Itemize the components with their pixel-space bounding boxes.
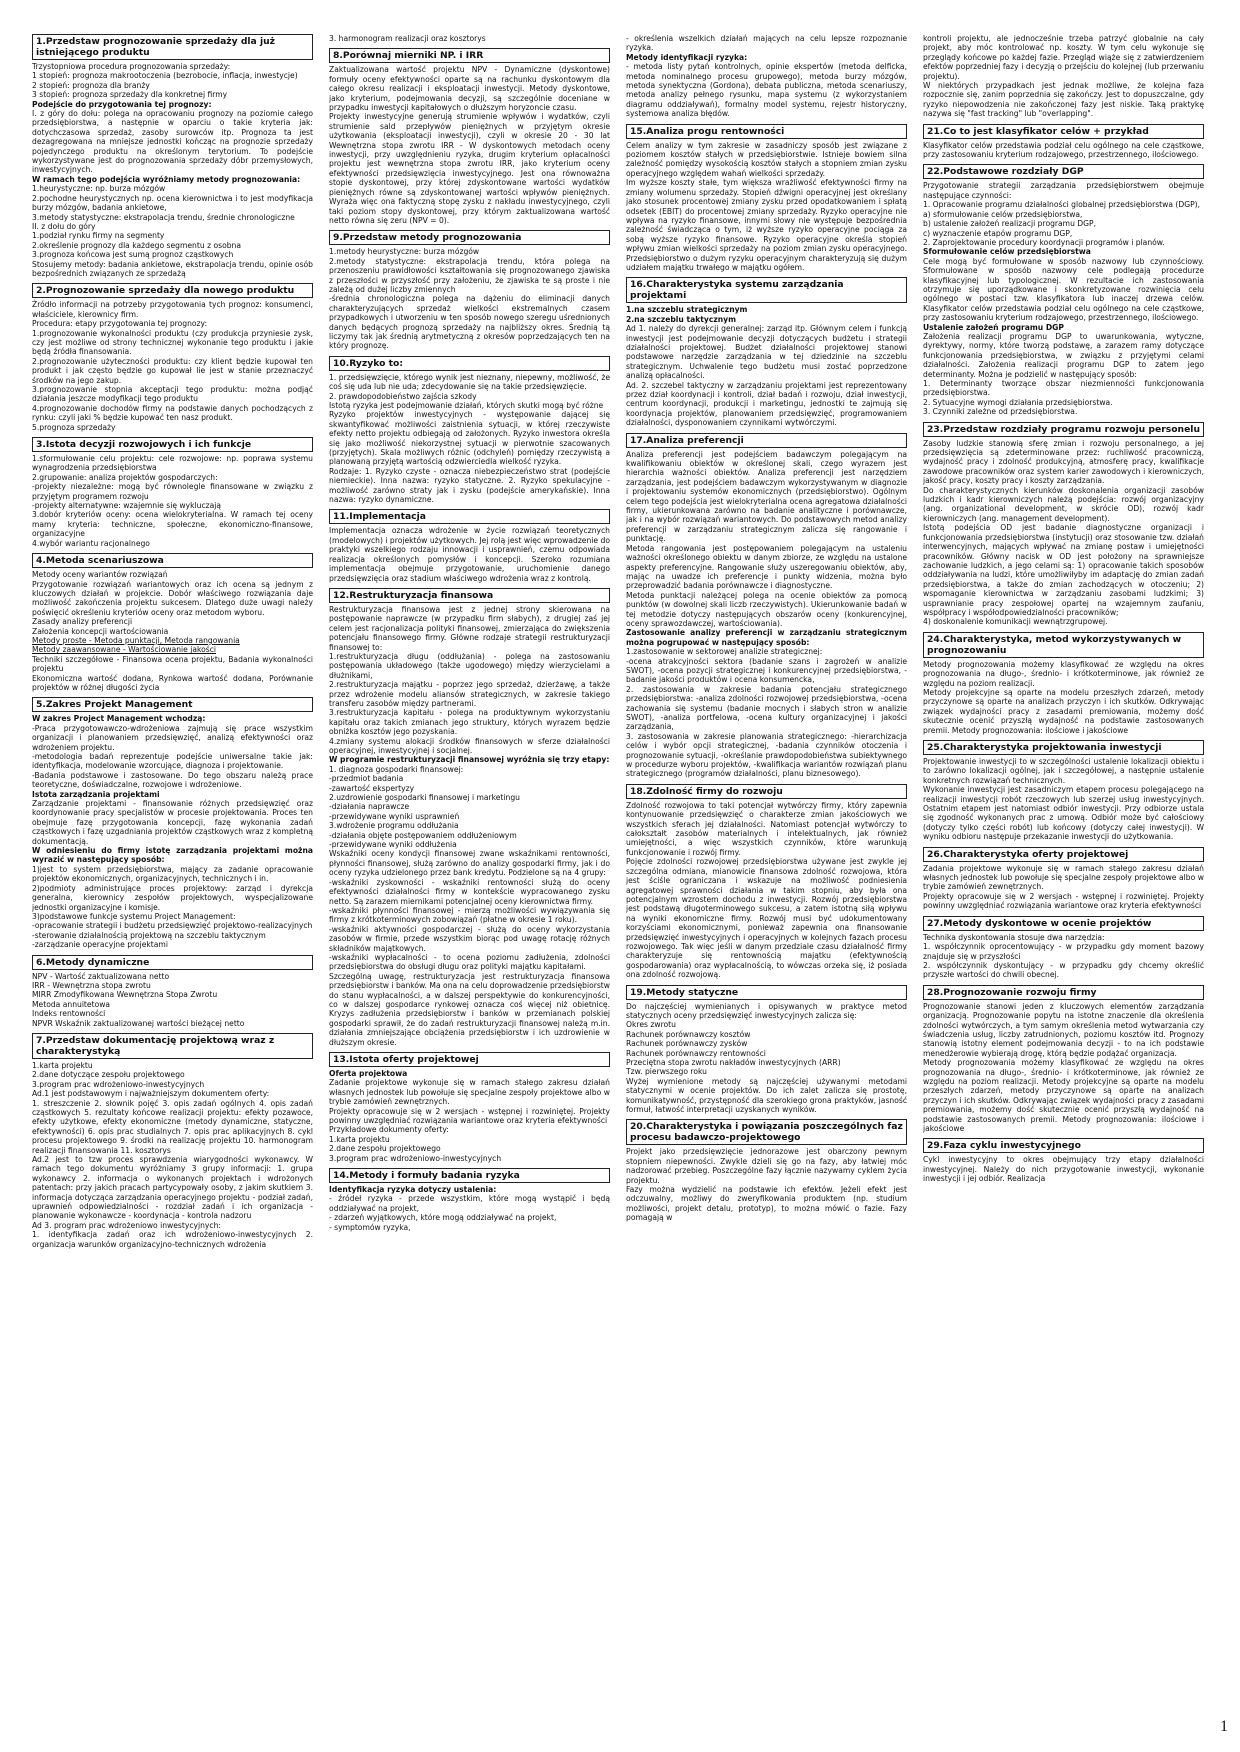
section-text: 2. prawdopodobieństwo zajścia szkody: [329, 391, 477, 401]
section-text: 3.prognozowanie stopnia akceptacji tego produktu: można podjąć działania jeszcze modyfikacji tego produktu: [32, 385, 313, 404]
section-text: Rachunek porównawczy kosztów: [626, 1029, 751, 1039]
section-text: Techniki szczegółowe - Finansowa ocena projektu, Badania wykonalności projektu: [32, 654, 313, 674]
section-text: - metoda listy pytań kontrolnych, opinie ekspertów (metoda delficka, metoda nominalnego procesu grupowego), metoda burzy mózgów, metoda synektyczna (Gordona), debata publiczna, metoda scenariuszy, metoda analizy pełnego rysunku, mapa systemu (z wykorzystaniem diagramu oddziaływań), formalny model systemu, rejestr historyczny, systemowa analiza błędów.: [626, 62, 907, 119]
section: [329, 588, 610, 1047]
section-text: Zasady analizy preferencji: [32, 617, 133, 627]
section-text: -zawartość ekspertyzy: [329, 783, 415, 793]
section-text: -wskaźniki wypłacalności - to ocena poziomu zadłużenia, zdolności przedsiębiorstwa do obsługi długu oraz polityki majątku kapitałami.: [329, 952, 610, 972]
section-text: c) wyznaczenie etapów programu DGP,: [923, 228, 1073, 238]
section-text: b) ustalenie założeń realizacji programu DGP,: [923, 219, 1097, 229]
section-title: 15.Analiza progu rentowności: [626, 124, 907, 139]
section: [329, 356, 610, 505]
section-text: Wskaźniki oceny kondycji finansowej zwane wskaźnikami rentowności, płynności finansowej, służą zarówno do analizy gospodarki firmy, jak i do oceny ryzyka udzielonego przez bank kredytu. Podzielone są na 4 grupy:: [329, 849, 610, 878]
section-text: 3.prognoza końcowa jest sumą prognoz cząstkowych: [32, 250, 234, 260]
section-text: 3. Czynniki zależne od przedsiębiorstwa.: [923, 407, 1078, 417]
section-text: Istotą podejścia OD jest badanie diagnostyczne organizacji i funkcjonowania przedsiębiorstwa (instytucji) oraz stosowanie tzw. działań interwencyjnych, mających wpływać na zmianę postaw i umiejętności pracowników. Główny nacisk w OD jest położony na sprawniejsze zachowanie ludzkich, a jego celami są: 1) opracowanie takich sposobów oddziaływania na ludzi, które umożliwiłyby im adaptację do zmian zadań przedsiębiorstwa, a także do zmian zachodzących w otoczeniu; 2) wspomaganie kierownictwa w zarządzaniu zasobami ludzkimi; 3) usprawnianie pracy zespołowej opartej na wzajemnym zaufaniu, współpracy i współodpowiedzialności pracowników;: [923, 523, 1204, 617]
section-text: 2 stopień: prognoza dla branży: [32, 80, 150, 90]
column-2: [329, 34, 610, 1724]
section-text: 2.uzdrowienie gospodarki finansowej i marketingu: [329, 793, 520, 803]
section-text: Metody projekcyjne są oparte na modelu przeszłych zdarzeń, metody przyczynowe są oparte na analizach przyczyn i ich skutków. Odkrywając związek wydajności pracy z zasadami premiowania, możemy dość skutecznie ocenić przyszłą wydajność na podstawie zastosowanych premii. Metody prognozowania: ilościowe i jakościowe: [923, 687, 1204, 735]
section-text: Fazy można wydzielić na podstawie ich efektów. Jeżeli efekt jest odczuwalny, możliwy do zweryfikowania produktem (np. studium możliwości, projekt detalu, prototyp), to można mówić o fazie. Fazy pomagają w: [626, 1185, 907, 1223]
section-text: Zasoby ludzkie stanowią sferę zmian i rozwoju personalnego, a jej przedsięwzięcia są zdeterminowane przez: ruchliwość pracowniczą, wydajność pracy i zdolność produkcyjną, atmosferę pracy, kwalifikacje zawodowe pracowników oraz system karier zawodowych i kierowniczych, jakość pracy, koszty pracy i koszty zarządzania.: [923, 438, 1204, 486]
section-text: -przewidywane wyniki oddłużenia: [329, 840, 457, 850]
section-text: Metoda punktacji należącej polega na ocenie obiektów za pomocą punktów (w dowolnej skali liczb rzeczywistych). Ukierunkowanie badań w tej metodzie dotyczy następujących obszarów oceny (konkurencyjnej, oceny sprawozdawczej, wartościowania).: [626, 590, 907, 628]
section-text: Ad. 2. szczebel taktyczny w zarządzaniu projektami jest reprezentowany przez dział koordynacji i kontroli, dział badań i rozwoju, dział inwestycji, centrum koordynacji, produkcji i marketingu, jednostki te zajmują się koordynacja projektów, planowaniem przedsięwzięć, programowaniem działalności, dysponowaniem czynnikami wytwórczymi.: [626, 380, 907, 428]
section-text: Przeciętna stopa zwrotu nakładów inwestycyjnych (ARR): [626, 1058, 841, 1067]
section-text: Cele mogą być formułowane w sposób nazwowy lub czynnościowy. Sformułowane w sposób nazwowy cele podlegają procedurze klasyfikacyjnej lub typologicznej. W rezultacie ich zastosowania otrzymuje się uporządkowane i skonkretyzowane rozwinięcia celu ogólnego w postaci tzw. klasyfikatora lub inaczej drzewa celów. Klasyfikator celów przedstawia podział celu ogólnego na cele cząstkowe, przy zastosowaniu kryterium rodzajowego, przestrzennego, ilościowego.: [923, 256, 1204, 323]
section-text: -Badania podstawowe i zastosowane. Do tego obszaru należą prace teoretyczne, doświadczalne, rozwojowe i wdrożeniowe.: [32, 770, 313, 790]
section-text: 1. streszczenie 2. słownik pojęć 3. opis zadań ogólnych 4. opis zadań cząstkowych 5. rezultaty końcowe realizacji projektu: efekty pozawoce, efekty użytkowe, efekty ekonomiczne (metody dynamiczne, statyczne, efektywności) 6. opis prac studialnych 7. opis prac aplikacyjnych 8. cykl procesu projektowego 9. środki na realizację projektu 10. harmonogram realizacji finansowania 11. kosztorys: [32, 1098, 313, 1155]
column-1: [32, 34, 313, 1724]
section-text: II. z dołu do góry: [32, 221, 96, 231]
section-title: 23.Przedstaw rozdziały programu rozwoju personelu: [923, 422, 1204, 437]
section: [923, 916, 1204, 980]
section-text: 2.dane dotyczące zespołu projektowego: [32, 1070, 185, 1080]
section-text: Prognozowanie stanowi jeden z kluczowych elementów zarządzania organizacją. Prognozowanie popytu na istotne znaczenie dla określenia zdolności wytwórczych, a tym samym określenia metod wytwarzania czy świadczenia usług, liczby zatrudnionych, poziomu kosztów itd. Prognozy stanowią istotny element podejmowania decyzji - to na ich podstawie menedżerowie wybierają drogę, którą będzie podążać organizacja.: [923, 1001, 1204, 1058]
section-text: Analiza preferencji jest podejściem badawczym polegającym na kwalifikowaniu obiektów w określonej skali, czego wyrazem jest hierarchia ważności obiektów. Analiza preferencji jest narzędziem zarządzania, jest podejściem badawczym wykorzystywanym w diagnozie i projektowaniu systemów ekonomicznych (przedsiębiorstwo). Ogólnym celem tego podejścia jest wielokryterialna ocena agregatowa działalności firmy, ukierunkowana zarówno na badanie analityczne i porównawcze, jak i na wybór rozwiązań wariantowych. Do podstawowych metod analizy preferencji w zarządzaniu strategicznym zalicza się rangowanie i punktację.: [626, 449, 907, 544]
section-title: 16.Charakterystyka systemu zarządzania projektami: [626, 277, 907, 303]
section-text: 4) doskonalenie komunikacji wewnątrzgrupowej.: [923, 617, 1108, 627]
section-text: Przygotowanie strategii zarządzania przedsiębiorstwem obejmuje następujące czynności:: [923, 181, 1204, 200]
section: [923, 632, 1204, 735]
section-text: Wykonanie inwestycji jest zasadniczym etapem procesu polegającego na realizacji inwestycji robót rzeczowych lub szerzej usług inwestycyjnych. Ostatnim etapem jest natomiast odbiór inwestycji. Przy odbiorze ustala się zgodność wykonanych prac z umową. Odbiór może być całościowy (dotyczy tylko części robót) lub końcowy (dotyczy całej inwestycji). W wyniku odbioru następuje przekazanie inwestycji do użytkowania.: [923, 785, 1204, 842]
section-text: 3.program prac wdrożeniowo-inwestycyjnych: [32, 1079, 205, 1089]
section: [32, 34, 313, 278]
column-3: [626, 34, 907, 1724]
section-text: Okres zwrotu: [626, 1020, 676, 1030]
section-text: 2.pochodne heurystycznych np. ocena kierownictwa i to jest modyfikacja burzy mózgów, badania ankietowe,: [32, 193, 313, 213]
section-text: Cykl inwestycyjny to okres obejmujący trzy etapy działalności inwestycyjnej. Należy do nich przygotowanie inwestycji, wykonanie inwestycji i jej odbiór. Realizacja: [923, 1155, 1204, 1184]
section-text: W zakres Project Management wchodzą:: [32, 714, 206, 724]
section-text: -wskaźniki aktywności gospodarczej - służą do oceny wykorzystania zasobów w firmie, przede wszystkim biorąc pod uwagę rotację różnych składników majątkowych.: [329, 924, 610, 953]
section: [32, 1033, 313, 1249]
section-text: 5.prognoza sprzedaży: [32, 422, 116, 432]
section-text: 1.sformułowanie celu projektu: cele rozwojowe: np. poprawa systemu wynagrodzenia przedsiębiorstwa: [32, 454, 313, 473]
section-title: 6.Metody dynamiczne: [32, 955, 313, 970]
section-title: 5.Zakres Projekt Management: [32, 697, 313, 712]
section-text: -działania objęte postępowaniem oddłużeniowym: [329, 830, 517, 840]
section-text: -projekty alternatywne: wzajemnie się wykluczają: [32, 501, 222, 511]
section-text: Zdolność rozwojowa to taki potencjał wytwórczy firmy, który zapewnia kontynuowanie przedsięwzięć o charakterze zmian jakościowych we wszystkich sferach jej działalności. Natomiast potencjał wytwórczy to całokształt zasobów materialnych i intelektualnych, jak również umiejętności, a więc wszystkich czynników, które warunkują funkcjonowanie i rozwój firmy.: [626, 800, 907, 857]
section-title: 10.Ryzyko to:: [329, 356, 610, 371]
section-text: -sterowanie działalnością projektową na szczeblu taktycznym: [32, 930, 266, 940]
section-text: MIRR Zmodyfikowana Wewnętrzna Stopa Zwrotu: [32, 990, 218, 1000]
section-text: I. z góry do dołu: polega na opracowaniu prognozy na poziomie całego przedsiębiorstwa, a następnie w oparciu o takie kryteria jak: dotychczasowa sprzedaż, zasoby surowców itp. Prognoza ta jest dezagregowana na mniejsze jednostki kończąc na prognozie sprzedaży pojedynczego produktu na określonym terytorium. To podejście wykorzystywane jest do prognozowania sprzedaży dóbr przemysłowych, inwestycyjnych.: [32, 109, 313, 175]
section-text: Projekt jako przedsięwzięcie jednorazowe jest obarczony pewnym stopniem niepewności. Zwykle dzieli się go na fazy, aby łatwiej móc nadzorować przebieg. Poszczególne fazy łącznie nazywamy cyklem życia projektu.: [626, 1147, 907, 1185]
section-text: 1. Opracowanie programu działalności globalnej przedsiębiorstwa (DGP),: [923, 200, 1201, 210]
section-text: 3.restrukturyzacja kapitału - polega na produktywnym wykorzystaniu kapitału oraz takich zmianach jego struktury, których wyrazem będzie obniżka kosztów jego pozyskania.: [329, 708, 610, 737]
section-text: Im wyższe koszty stałe, tym większa wrażliwość efektywności firmy na zmiany wolumenu sprzedaży. Stopień dźwigni operacyjnej jest określany jako stosunek procentowej zmiany zysku przed opodatkowaniem i spłatą odsetek (EBIT) do procentowej zmiany sprzedaży. Ryzyko operacyjne nie wpływa na ryzyko finansowe, innymi słowy nie występuje bezpośrednia zależność świadcząca o tym, iż wyższe ryzyko operacyjne pociąga za sobą wyższe ryzyko finansowe. Ryzyko operacyjne określa stopień wpływu zmian wielkości sprzedaży na poziom zmian zysku operacyjnego. Przedsiębiorstwo o dużym ryzyku operacyjnym charakteryzują się dużym udziałem majątku trwałego w majątku ogółem.: [626, 178, 907, 272]
section: [329, 1052, 610, 1163]
section-text: 2.metody statystyczne: ekstrapolacja trendu, która polega na przenoszeniu prawidłowości kształtowania się prognozowanego zjawiska z przeszłości w przyszłość przy założeniu, że zjawiska te są proste i nie zależą od dużej liczby zmiennych: [329, 256, 610, 294]
section-title: 13.Istota oferty projektowej: [329, 1052, 610, 1067]
section-text: 2.grupowanie: analiza projektów gospodarczych:: [32, 472, 218, 482]
section: [923, 124, 1204, 160]
section-text: 1. współczynnik oprocentowujący - w przypadku gdy moment bazowy znajduje się w przyszłości: [923, 942, 1204, 961]
section-text: W ramach tego podejścia wyróżniamy metody prognozowania:: [32, 174, 301, 184]
section-text: Identyfikacja ryzyka dotyczy ustalenia:: [329, 1185, 497, 1195]
section-title: 2.Prognozowanie sprzedaży dla nowego produktu: [32, 283, 313, 298]
section: [329, 509, 610, 582]
section-title: 27.Metody dyskontowe w ocenie projektów: [923, 916, 1204, 931]
section: [329, 230, 610, 350]
section-text: 1.karta projektu: [32, 1060, 93, 1070]
section-text: Zadania projektowe wykonuje się w ramach stałego zakresu działań własnych jednostek lub powołuje się specjalne zespoły projektowe albo w trybie zamówień zewnętrznych.: [923, 863, 1204, 892]
page-number: 1: [1220, 1718, 1228, 1735]
section-title: 22.Podstawowe rozdziały DGP: [923, 164, 1204, 179]
section-text: W odniesieniu do firmy istotę zarządzania projektami można wyrazić w następujący sposób:: [32, 846, 313, 865]
section-text: Zarządzanie projektami - finansowanie różnych przedsięwzięć oraz koordynowanie pracy specjalistów w procesie projektowania. Proces ten obejmuje fazę przygotowania koncepcji, fazę wykonania zadań cząstkowych i fazę uzgadniania projektów cząstkowych wraz z kompletną dokumentacją.: [32, 799, 313, 846]
section-text: Celem analizy w tym zakresie w zasadniczy sposób jest związane z poziomem kosztów stałych w przedsiębiorstwie. Istnieje bowiem silna zależność pomiędzy wysokością kosztów stałych a stopniem zmian zysku operacyjnego względem wahań wielkości sprzedaży.: [626, 140, 907, 178]
section-text: -projekty niezależne: mogą być równolegle finansowane w związku z przyjętym programem rozwoju: [32, 482, 313, 501]
section-title: 8.Porównaj mierniki NP. i IRR: [329, 48, 610, 63]
section-text: Metody proste - Metoda punktacji, Metoda rangowania: [32, 635, 240, 645]
section-text: W niektórych przypadkach jest jednak możliwe, że kolejna faza rozpocznie się, zanim poprzednia się zakończy. Jest to dopuszczalne, gdy ryzyko niepowodzenia nie zakończonej fazy jest niskie. Taką praktykę nazywa się "fast tracking" lub "overlapping".: [923, 81, 1204, 119]
section-text: 1)jest to system przedsiębiorstwa, mający za zadanie opracowanie projektów ekonomicznych, organizacyjnych, technicznych i in.: [32, 864, 313, 884]
section: [923, 164, 1204, 416]
section-text: 2. Sytuacyjne wymogi działania przedsiębiorstwa.: [923, 397, 1113, 407]
section-text: -zarządzanie operacyjne projektami: [32, 940, 168, 950]
section-text: NPV - Wartość zaktualizowana netto: [32, 971, 170, 981]
section-text: 1.prognozowanie wykonalności produktu (czy produkcja przyniesie zysk, czy jest możliwe od strony technicznej wykonanie tego produktu i jakie będą źródła finansowania.: [32, 328, 313, 357]
section-text: Przykładowe dokumenty oferty:: [329, 1125, 449, 1135]
section-text: 3.program prac wdrożeniowo-inwestycyjnych: [329, 1153, 502, 1163]
section-text: Restrukturyzacja finansowa jest z jednej strony skierowana na postępowanie naprawcze (w przypadku firm słabych), z drugiej zaś jej celem jest racjonalizacja polityki finansowej, zmierzająca do zwiększenia potencjału finansowego firmy. Główne rodzaje strategii restrukturyzacji finansowej to:: [329, 604, 610, 652]
section-text: Założenia realizacji programu DGP to uwarunkowania, wytyczne, dyrektywy, normy, które tworzą podstawę, a zarazem ramy dotyczące funkcjonowania przedsiębiorstwa, w związku z przyjętymi celami działalności. Założenia realizacji programu DGP to zatem jego determinanty. Można je podzielić w następujący sposób:: [923, 331, 1204, 379]
section-text: Sformułowanie celów przedsiębiorstwa: [923, 247, 1091, 257]
section-text: Projekty inwestycyjne generują strumienie wpływów i wydatków, czyli strumienie sald przepływów pieniężnych w przyjętym okresie użytkowania (eksploatacji inwestycji), czyli w okresie 20 - 30 lat Wewnętrzna stopa zwrotu IRR - W dyskontowych metodach oceny inwestycji, przy uwzględnieniu ryzyka, drugim kryterium opłacalności projektu jest wewnętrzna stopa zwrotu IRR, jako kryterium oceny efektywności przedsięwzięcia inwestycyjnego. Jest ona równoważna stopie dyskontowej, przy której zdyskontowane wartości wydatków pieniężnych równe są zdyskontowanej wartości wpływów pieniężnych. Wyraża więc ona faktyczną stopę zysku z nakładu inwestycyjnego, czyli taki poziom stopy dyskontowej, przy którym zaktualizowana wartość netto równa się zeru (NPV = 0).: [329, 112, 610, 225]
section-text: 1.metody heurystyczne: burza mózgów: [329, 247, 480, 257]
section-text: Rachunek porównawczy zysków: [626, 1039, 748, 1049]
section: [923, 740, 1204, 842]
section: [32, 553, 313, 692]
section-text: - określenia wszelkich działań mających na celu lepsze rozpoznanie ryzyka.: [626, 34, 907, 53]
section-title: 11.Implementacja: [329, 509, 610, 524]
section-text: 4.prognozowanie dochodów firmy na podstawie danych pochodzących z rynku: czyli jaki % będzie kupować ten nasz produkt.: [32, 403, 313, 423]
section-text: -przedmiot badania: [329, 774, 404, 784]
section-text: Metody oceny wariantów rozwiązań: [32, 570, 168, 580]
section-title: 1.Przedstaw prognozowanie sprzedaży dla już istniejącego produktu: [32, 34, 313, 60]
section: [329, 34, 610, 43]
section-text: Ad.1 jest podstawowym i najważniejszym dokumentem oferty:: [32, 1089, 270, 1099]
section-text: Szczególną uwagę, restrukturyzacja jest restrukturyzacja finansowa przedsiębiorstw i banków. Ma ona na celu doprowadzenie przedsiębiorstw do stanu wypłacalności, a w dalszej perspektywie do konkurencyjności, co w dalszej gospodarce rynkowej oznacza coś więcej niż obietnicę. Kryzys zadłużenia przedsiębiorstw i banków w przemianach polskiej gospodarki sprawił, że do zadań restrukturyzacji finansowej należą m.in. działania zmniejszające obciążenia przedsiębiorstw i ich uzdrowienie w dłuższym okresie.: [329, 971, 610, 1047]
section-text: Metoda rangowania jest postępowaniem polegającym na ustaleniu ważności określonego obiektu w danym zbiorze, ze względu na ustalone aspekty preferencyjne. Rangowanie służy uszeregowaniu obiektów, aby, mając na uwadze ich preferencje i punkty widzenia, można było przeprowadzić badania porównawcze i diagnostyczne.: [626, 543, 907, 591]
section: [626, 784, 907, 980]
section-text: kontroli projektu, ale jednocześnie trzeba patrzyć globalnie na cały projekt, aby móc kontrolować np. koszty. W tym celu wykonuje się przeglądy końcowe po każdej fazie. Przegląd wiąże się z zatwierdzeniem efektów poprzedniej fazy i decyzją o przejściu do kolejnej (lub przerwaniu projektu).: [923, 34, 1204, 81]
section-title: 19.Metody statyczne: [626, 985, 907, 1000]
section-text: Zaktualizowana wartość projektu NPV - Dynamiczne (dyskontowe) formuły oceny efektywności oparte są na rachunku dyskontowym dla całego okresu realizacji i eksploatacji inwestycji. Metody dyskontowe, jako kryterium, podejmowania decyzji, są szczególnie doceniane w przypadku inwestycji kapitałowych o dłuższym horyzoncie czasu.: [329, 65, 610, 113]
section-text: - źródeł ryzyka - przede wszystkim, które mogą wystąpić i będą oddziaływać na projekt,: [329, 1194, 610, 1213]
section-text: Metody identyfikacji ryzyka:: [626, 52, 748, 62]
section-text: Projekty opracowuje się w 2 wersjach - wstępnej i rozwiniętej. Projekty powinny uwzględniać rozwiązania wariantowe oraz kryteria efektywności: [923, 891, 1204, 911]
document-page: [32, 34, 1208, 1724]
section-text: 2. współczynnik dyskontujący - w przypadku gdy chcemy określić przyszłe wartości do chwili obecnej.: [923, 960, 1204, 980]
section-text: -metodologia badań reprezentuje podejście uniwersalne takie jak: identyfikacja, modelowanie wzorcujące, diagnoza i projektowanie.: [32, 752, 313, 771]
section-text: - symptomów ryzyka,: [329, 1222, 411, 1232]
section-text: Ad 1. należy do dyrekcji generalnej: zarząd itp. Głównym celem i funkcją inwestycji jest podejmowanie decyzji dotyczących budżetu i strategii działalności projektowej. Budżet działalności projektowej stanowi podstawowe narzędzie zarządzania w tej dziedzinie na szczeblu strategicznym. Uchwalenie tego budżetu musi zostać poprzedzone analizą opłacalności.: [626, 324, 907, 381]
section-text: Do charakterystycznych kierunków doskonalenia organizacji zasobów ludzkich i kadr kierowniczych należą podejścia: rozwój organizacyjny (ang. organizational development, w skrócie OD), rozwój kadr kierowniczych (ang. management development).: [923, 485, 1204, 523]
section: [329, 1168, 610, 1232]
section-title: 25.Charakterystyka projektowania inwestycji: [923, 740, 1204, 755]
section-text: 3.dobór kryteriów oceny: ocena wielokryterialna. W ramach tej oceny mamy kryteria: techniczne, społeczne, ekonomiczno-finansowe, organizacyjne: [32, 510, 313, 539]
section-text: Wyżej wymienione metody są najczęściej używanymi metodami statycznymi w ocenie projektów. Do ich zalet zalicza się prostotę, komunikatywność, przystępność dla szerokiego grona praktyków, jasność formuł, łatwość interpretacji uzyskanych wyników.: [626, 1076, 907, 1115]
section-text: -przewidywane wyniki usprawnień: [329, 811, 460, 821]
section-text: 1.heurystyczne: np. burza mózgów: [32, 184, 166, 194]
section: [32, 283, 313, 432]
section-text: Trzystopniowa procedura prognozowania sprzedaży:: [32, 62, 231, 71]
section: [626, 277, 907, 427]
section-text: -opracowanie strategii i budżetu przedsięwzięć projektowo-realizacyjnych: [32, 921, 313, 931]
section-text: a) sformułowanie celów przedsiębiorstwa,: [923, 209, 1083, 219]
section: [923, 847, 1204, 911]
section-text: 3. harmonogram realizacji oraz kosztorys: [329, 34, 486, 43]
section-title: 4.Metoda scenariuszowa: [32, 553, 313, 568]
section-text: NPVR Wskaźnik zaktualizowanej wartości bieżącej netto: [32, 1018, 245, 1028]
section-text: -wskaźniki płynności finansowej - mierzą możliwości wywiązywania się firmy z krótkoterminowych zobowiązań (płatne w okresie 1 roku).: [329, 905, 610, 925]
section-title: 18.Zdolność firmy do rozwoju: [626, 784, 907, 799]
section-text: Istotą ryzyka jest podejmowanie działań, których skutki mogą być różne: [329, 401, 604, 410]
section-text: 2. zastosowania w zakresie badania potencjału strategicznego przedsiębiorstwa: -analiza zdolności rozwojowej przedsiębiorstwa, -ocena zachowania się systemu (badanie mocnych i słabych stron w analizie SWOT), -analiza portfelowa, -ocena kultury organizacyjnej i jakości zarządzania,: [626, 684, 907, 732]
section-title: 14.Metody i formuły badania ryzyka: [329, 1168, 610, 1183]
section-text: IRR - Wewnętrzna stopa zwrotu: [32, 980, 151, 990]
section-title: 29.Faza cyklu inwestycyjnego: [923, 1138, 1204, 1153]
section-text: - zdarzeń wyjątkowych, które mogą oddziaływać na projekt,: [329, 1213, 557, 1223]
section-text: Implementacja oznacza wdrożenie w życie rozwiązań teoretycznych (modelowych) i projektów użytkowych. Jej rolą jest więc wprowadzenie do praktyki wszelkiego rodzaju innowacji i usprawnień, czemu odpowiada realizacja określonych pomysłów i koncepcji. Szeroko rozumiana implementacja obejmuje przygotowanie, uruchomienie danego przedsięwzięcia oraz stadium właściwego wdrożenia wraz z kontrolą.: [329, 526, 610, 583]
section-text: Ryzyko projektów inwestycyjnych - występowanie dającej się skwantyfikować możliwości zaistnienia sytuacji, w której rzeczywiste efekty netto projektu odbiegają od założonych. Ryzyko inwestora określa się jako możliwość niekorzystnej sytuacji w pierwotnie szacowanych (przyjętych). Skala możliwych różnic (odchyleń) pomiędzy rzeczywistą a planowaną przyjętą wartością odzwierciedla wielkość ryzyka.: [329, 410, 610, 467]
section-text: Procedura: etapy przygotowania tej prognozy:: [32, 319, 208, 329]
section: [32, 437, 313, 548]
section-text: 1.podział rynku firmy na segmenty: [32, 231, 165, 241]
section-text: Zastosowanie analizy preferencji w zarządzaniu strategicznym można pogrupować w następujący sposób:: [626, 628, 907, 647]
section: [626, 124, 907, 273]
section-text: Tzw. pierwszego roku: [626, 1067, 707, 1077]
section-text: Metody zaawansowane - Wartościowanie jakości: [32, 645, 217, 655]
section-text: 3.metody statystyczne: ekstrapolacja trendu, średnie chronologiczne: [32, 212, 295, 222]
section-text: Metody prognozowania możemy klasyfikować ze względu na okres prognozowania na długo-, średnio- i krótkoterminowe, jak również ze względu na poziom realizacji.: [923, 659, 1204, 688]
section-title: 28.Prognozowanie rozwoju firmy: [923, 985, 1204, 1000]
section-text: Stosujemy metody: badania ankietowe, ekstrapolacja trendu, opinie osób bezpośrednich związanych ze sprzedażą: [32, 259, 313, 278]
section-text: 1. przedsięwzięcie, którego wynik jest nieznany, niepewny, możliwość, że coś się uda lub nie uda; zdecydowanie się na takie przedsięwzięcie.: [329, 372, 610, 392]
section-title: 9.Przedstaw metody prognozowania: [329, 230, 610, 245]
section: [923, 422, 1204, 627]
section-text: 1.zastosowanie w sektorowej analizie strategicznej:: [626, 647, 823, 657]
section-text: Ekonomiczna wartość dodana, Rynkowa wartość dodana, Porównanie projektów w różnej długości życia: [32, 673, 313, 692]
section-text: 3 stopień: prognoza sprzedaży dla konkretnej firmy: [32, 90, 228, 100]
section-text: Do najczęściej wymienianych i opisywanych w praktyce metod statycznych oceny przedsięwzięć inwestycyjnych zalicza się:: [626, 1001, 907, 1020]
section-text: Pojęcie zdolności rozwojowej przedsiębiorstwa używane jest zwykle jej szczególna odmiana, mianowicie finansowa zdolność rozwojowa, która jest ściśle ograniczana i wskazuje na możliwość podniesienia agregatowej sprawności działania w takim stopniu, aby była ona potencjalnym wzrostem dochodu z inwestycji. Rozwój przedsiębiorstwa jest podstawą długoterminowego sukcesu, a zatem istotną siłą wpływu na wyniki ekonomiczne firmy. Rozwój musi być udokumentowany korzyściami ekonomicznymi, ponieważ zapewnia ona finansowanie przedsięwzięć inwestycyjnych i operacyjnych w kolejnych fazach procesu rozwojowego. Tak więc jeśli w danym przedziale czasu działalność firmy charakteryzuje się rentownością majątku (efektywnością gospodarowania) oraz wypłacalnością, to wówczas orzeka się, iż posiada ona zdolność rozwojową.: [626, 857, 907, 980]
section: [923, 985, 1204, 1134]
section-text: 4.zmiany systemu alokacji środków finansowych w sferze działalności operacyjnej, inwestycyjnej i socjalnej.: [329, 736, 610, 755]
section-text: 2)podmioty administrujące proces projektowy: zarząd i dyrekcja generalna, kierownicy zespołów projektowych, wyspecjalizowane jednostki organizacyjne i komisje.: [32, 883, 313, 912]
section-text: 1.restrukturyzacja długu (oddłużania) - polega na zastosowaniu postępowania układowego (także ugodowego) między wierzycielami a dłużnikami,: [329, 651, 610, 680]
section-text: Metoda annuitetowa: [32, 999, 111, 1009]
section-text: Projekty opracowuje się w 2 wersjach - wstępnej i rozwiniętej. Projekty powinny uwzględniać rozwiązania wariantowe oraz kryteria efektywności: [329, 1106, 610, 1126]
section-text: Rachunek porównawczy rentowności: [626, 1048, 766, 1058]
section-text: Istota zarządzania projektami: [32, 789, 160, 799]
section: [626, 985, 907, 1115]
section-text: -Praca przygotowawczo-wdrożeniowa zajmują się prace wszystkim organizacji i planowaniem przedsięwzięć, analizą efektywności oraz wdrożeniem projektu.: [32, 723, 313, 752]
section-text: -ocena atrakcyjności sektora (badanie szans i zagrożeń w analizie SWOT), -ocena pozycji strategicznej i konkurencyjnej przedsiębiorstwa, -badanie jakości produktów i ocena konsumencka,: [626, 656, 907, 685]
section: [626, 1119, 907, 1222]
section-text: Oferta projektowa: [329, 1069, 408, 1078]
section-text: 4.wybór wariantu racjonalnego: [32, 538, 150, 548]
section-text: 1. identyfikacja zadań oraz ich wdrożeniowo-inwestycyjnych 2. organizacja warunków organizacyjno-technicznych wdrożenia: [32, 1230, 313, 1249]
section-text: Ustalenie założeń programu DGP: [923, 322, 1064, 332]
section-text: 2.prognozowanie użyteczności produktu: czy klient będzie kupował ten produkt i jak często będzie go kupował lie jest w stanie przeznaczyć środków na jego zakup.: [32, 356, 313, 385]
section-text: 1 stopień: prognoza makrootoczenia (bezrobocie, inflacja, inwestycje): [32, 71, 298, 81]
section-text: Technika dyskontowania stosuje dwa narzędzia:: [923, 932, 1105, 942]
section-text: Metody prognozowania możemy klasyfikować ze względu na okres prognozowania na długo-, średnio- i krótkoterminowe, jak również ze względu na poziom realizacji. Metody projekcyjne są oparte na modelu przeszłych zdarzeń, metody przyczynowe są oparte na analizach przyczyn i ich skutków. Odkrywając związek wydajności pracy z zasadami premiowania, możemy dość skutecznie ocenić przyszłą wydajność na podstawie zastosowanych premii. Metody prognozowania: ilościowe i jakościowe: [923, 1058, 1204, 1133]
section-text: Ad 3. program prac wdrożeniowo inwestycyjnych:: [32, 1220, 221, 1230]
section-text: Źródło informacji na potrzeby przygotowania tych prognoz: konsumenci, właściciele, kierownicy firm.: [32, 300, 313, 319]
section-text: -średnia chronologiczna polega na dążeniu do eliminacji danych charakteryzujących sprzedaż wielkości ekstremalnych czasem przypadkowych i utworzeniu w ten sposób nowego szeregu uśrednionych danych będących prognozą sprzedaży na najbliższy okres. Średnią tą liczymy tak jak średnią arytmetyczną z okresów poprzedzających ten na który prognozę.: [329, 294, 610, 351]
section-text: 3.wdrożenie programu oddłużania: [329, 821, 459, 831]
section-text: Założenia koncepcji wartościowania: [32, 626, 169, 636]
section-text: Ad.2 jest to tzw proces sprawdzenia wiarygodności wykonawcy. W ramach tego dokumentu wyróżniamy 3 grupy informacji: 1. grupa wykonawcy 2. informacja o wykonanych projektach i wdrożonych patentach: przy jakich pracach partycypowały osoby, z jakim skutkiem 3. informacja dotycząca zarządzania operacyjnego projektu - podział zadań, uprawnień odpowiedzialności - rozdział zadań i ich organizacja - planowanie wykonawcze - koordynacja - kontrola nadzoru: [32, 1155, 313, 1221]
section: [923, 34, 1204, 119]
section-text: 1. Determinanty tworzące obszar niezmienności funkcjonowania przedsiębiorstwa.: [923, 379, 1204, 398]
section-text: 2.na szczeblu taktycznym: [626, 314, 737, 324]
section-title: 3.Istota decyzji rozwojowych i ich funkcje: [32, 437, 313, 452]
section-title: 21.Co to jest klasyfikator celów + przykład: [923, 124, 1204, 139]
section-title: 17.Analiza preferencji: [626, 433, 907, 448]
section-text: W programie restrukturyzacji finansowej wyróżnia się trzy etapy:: [329, 755, 610, 765]
column-4: [923, 34, 1204, 1724]
section: [32, 697, 313, 949]
section-text: 2.określenie prognozy dla każdego segmentu z osobna: [32, 240, 241, 250]
section-text: 2.restrukturyzacja majątku - poprzez jego sprzedaż, dzierżawę, a także przez wdrożenie modelu aliansów strategicznych, w zakresie takiego transferu zasobów między partnerami.: [329, 680, 610, 708]
section-title: 7.Przedstaw dokumentację projektową wraz z charakterystyką: [32, 1033, 313, 1059]
section-text: Rodzaje: 1. Ryzyko czyste - oznacza niebezpieczeństwo strat (podejście niemieckie). Inna nazwa: ryzyko statyczne. 2. Ryzyko spekulacyjne - możliwość zarówno straty jak i zysku (podejście amerykańskie). Inna nazwa: ryzyko dynamiczne.: [329, 466, 610, 505]
section-text: Przygotowanie rozwiązań wariantowych oraz ich ocena są jednym z kluczowych działań w projekcie. Dobór właściwego rozwiązania daje możliwość zakończenia projektu sukcesem. Dlatego duże uwagi należy poświęcić określeniu kryteriów oceny oraz metodom wyboru.: [32, 579, 313, 617]
section: [923, 1138, 1204, 1183]
section-text: 3. zastosowania w zakresie planowania strategicznego: -hierarchizacja celów i wybór opcji strategicznej, -badania czynników otoczenia i prognozowanie sytuacji, -określanie prawdopodobieństwa subiektywnego w procedurze wyboru projektów, -kwalifikacja wariantów rozwiązań planu strategicznego (programów działalności, planu biznesowego).: [626, 731, 907, 779]
section-text: 2. Zaprojektowanie procedury koordynacji programów i planów.: [923, 237, 1165, 247]
section-title: 24.Charakterystyka, metod wykorzystywanych w prognozowaniu: [923, 632, 1204, 658]
section-text: 1.karta projektu: [329, 1134, 390, 1144]
section-text: 3)podstawowe funkcje systemu Project Management:: [32, 911, 236, 921]
section-title: 26.Charakterystyka oferty projektowej: [923, 847, 1204, 862]
section: [626, 433, 907, 779]
section-text: Indeks rentowności: [32, 1009, 106, 1019]
section-text: 1.na szczeblu strategicznym: [626, 305, 748, 315]
section-text: -wskaźniki zyskowności - wskaźniki rentowności służą do oceny efektywności działalności firmy w kontekście wypracowanego zysku netto. Są zarazem miernikami potencjalnej oceny kierownictwa firmy.: [329, 877, 610, 906]
section-text: 1. diagnoza gospodarki finansowej:: [329, 764, 464, 774]
section-text: Zadanie projektowe wykonuje się w ramach stałego zakresu działań własnych jednostek lub powołuje się specjalne zespoły projektowe albo w trybie zamówień zewnętrznych.: [329, 1078, 610, 1107]
section-text: Podejście do przygotowania tej prognozy:: [32, 99, 212, 109]
section-text: Klasyfikator celów przedstawia podział celu ogólnego na cele cząstkowe, przy zastosowaniu kryterium rodzajowego, przestrzennego, ilościowego.: [923, 140, 1204, 160]
section-title: 20.Charakterystyka i powiązania poszczególnych faz procesu badawczo-projektowego: [626, 1119, 907, 1145]
section-text: Projektowanie inwestycji to w szczególności ustalenie lokalizacji obiektu i to zarówno lokalizacji ogólnej, jak i szczegółowej, a następnie ustalenie konkretnych rozwiązań technicznych.: [923, 757, 1204, 785]
section-text: -działania naprawcze: [329, 802, 410, 812]
section: [626, 34, 907, 119]
section: [329, 48, 610, 225]
section-text: 2.dane zespołu projektowego: [329, 1144, 441, 1154]
section-title: 12.Restrukturyzacja finansowa: [329, 588, 610, 603]
section: [32, 955, 313, 1028]
